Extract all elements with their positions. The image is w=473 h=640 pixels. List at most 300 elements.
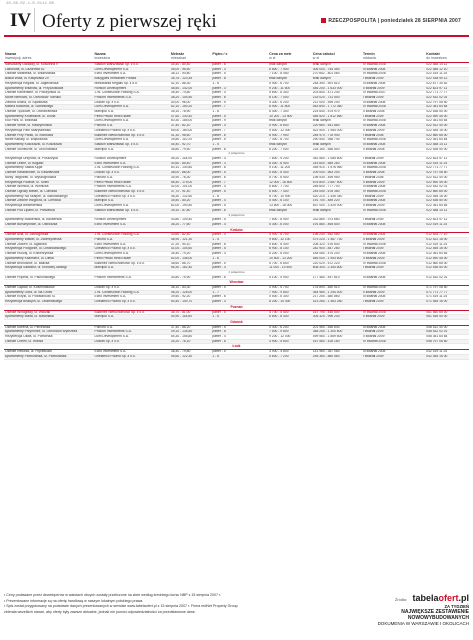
table-cell: Ronson Development [94, 218, 170, 223]
table-cell: 217 250 - 580 860 [312, 295, 362, 300]
logo-part-c: .pl [458, 593, 469, 603]
table-cell: Osiedle Winnica, ul. Winnicka [4, 185, 94, 190]
table-cell: Dolcan Sp. z o.o. [94, 339, 170, 344]
city-heading: Gdańsk [4, 319, 469, 325]
footnote: • Ceny podawane przez deweloperów w walutach obcych zostały przeliczone na złote według średniego kursu NBP z 15 sierpnia 2007 r. [4, 593, 221, 597]
table-cell: 837 000 - 3 429 000 [312, 204, 362, 209]
table-cell: 55,30 - 162,40 [170, 266, 211, 271]
table-cell: I kwartał 2009 [362, 157, 425, 162]
table-cell: 52,00 - 148,00 [170, 256, 211, 261]
table-cell: Echo Investment S.A. [94, 161, 170, 166]
table-cell: 022 419 11 24 [425, 161, 469, 166]
column-header-sub: do inwestora [426, 56, 447, 60]
source-brand [339, 593, 469, 626]
table-cell: 49,10 - 135,50 [170, 330, 211, 335]
table-cell: Osiedle Gądów, ul. Kosmonautów [4, 286, 94, 291]
table-cell: 9 100 - 11 200 [268, 166, 312, 171]
table-cell: 022 797 08 50 [425, 100, 469, 105]
table-cell: 022 351 64 64 [425, 119, 469, 124]
table-cell: 6 100 - 7 000 [268, 95, 312, 100]
table-cell: brak danych [268, 142, 312, 147]
table-cell: parter - 4 [211, 91, 268, 96]
table-cell: Bliska Wola, ul. Kasprzaka 29 [4, 77, 94, 82]
table-cell: 022 823 97 11 [425, 86, 469, 91]
table-cell: I kwartał 2009 [362, 114, 425, 119]
table-cell: 012 634 77 10 [425, 233, 469, 238]
table-cell: Budimex Nieruchomości Sp. z o.o. [94, 189, 170, 194]
table-cell: 52,10 - 150,20 [170, 105, 211, 110]
table-cell: II kwartał 2008 [362, 171, 425, 176]
table-cell: Rezydencja Salwator, ul. Królowej Jadwigi [4, 266, 94, 271]
table-cell: Osiedle Słoneczne, ul. Grochowska [4, 147, 94, 152]
table-cell: parter - 4 [211, 300, 268, 305]
table-cell: 022 512 40 00 [425, 175, 469, 180]
table-cell: Osiedle Avia, ul. Jasnogórska [4, 233, 94, 238]
table-cell: 485 520 - 1 812 560 [312, 114, 362, 119]
table-cell: I kwartał 2009 [362, 354, 425, 359]
table-cell: 1 - 6 [211, 81, 268, 86]
footnotes [4, 593, 334, 615]
table-cell: Osiedle Ruczaj, ul. Kobierzyńska [4, 252, 94, 257]
table-cell: III kwartał 2008 [362, 185, 425, 190]
table-cell: parter - 4 [211, 185, 268, 190]
table-cell: 5 200 - 6 000 [268, 252, 312, 257]
table-cell: parter - 5 [211, 325, 268, 330]
table-cell: 368 250 - 1 300 800 [312, 330, 362, 335]
table-cell: 5 700 - 6 500 [268, 175, 312, 180]
table-header-row [4, 51, 469, 63]
table-cell: Osiedle Winogrady, ul. Wilczak [4, 310, 94, 315]
table-cell: 9 200 - 11 500 [268, 86, 312, 91]
table-cell: 022 536 50 00 [425, 199, 469, 204]
table-cell: brak danych [268, 77, 312, 82]
footnote: • Prezentowane informacje są na ofertę handlową w naszym lokalnym polskiego prawa. [4, 598, 144, 603]
table-cell: I kwartał 2009 [362, 95, 425, 100]
table-cell: II kwartał 2009 [362, 315, 425, 320]
table-cell: 022 455 16 00 [425, 128, 469, 133]
column-header-title: Kontakt [426, 52, 440, 56]
table-cell: Apartamenty Kazimierz, ul. Dietla [4, 256, 94, 261]
section-box [4, 8, 35, 32]
table-cell: Osiedle Morena, ul. Piecewska [4, 325, 94, 330]
column-header [312, 51, 362, 63]
source-label: Źródło: [394, 597, 408, 602]
table-cell: 167 580 - 426 160 [312, 339, 362, 344]
table-cell: 5 500 - 6 300 [268, 295, 312, 300]
city-heading: Kraków [4, 227, 469, 233]
table-cell: brak danych [312, 208, 362, 213]
table-cell: 35,70 - 81,00 [170, 310, 211, 315]
table-cell: Mieszkania Regalis Sp. z o.o. [94, 81, 170, 86]
table-cell: 022 532 02 01 [425, 95, 469, 100]
table-cell: 35,40 - 79,20 [170, 252, 211, 257]
table-cell: 7 100 - 8 450 [268, 72, 312, 77]
table-cell: parter - 5 [211, 247, 268, 252]
table-cell: 220 020 - 572 220 [312, 261, 362, 266]
table-cell: 60,30 - 185,00 [170, 119, 211, 124]
table-cell: 5 300 - 6 000 [268, 222, 312, 227]
table-cell: 55,00 - 160,00 [170, 128, 211, 133]
table-cell: I kwartał 2009 [362, 194, 425, 199]
table-cell: III kwartał 2008 [362, 161, 425, 166]
table-cell: 1 - 7 [211, 290, 268, 295]
table-cell: Dom Development S.A. [94, 204, 170, 209]
table-cell: III kwartał 2008 [362, 142, 425, 147]
table-cell: 1 - 6 [211, 315, 268, 320]
table-cell: 4 900 - 5 600 [268, 339, 312, 344]
table-cell: parter - 4 [211, 252, 268, 257]
table-cell: 071 771 77 77 [425, 290, 469, 295]
table-cell: Apartamenty Odra, ul. Na Grobli [4, 290, 94, 295]
table-cell: parter - 9 [211, 119, 268, 124]
table-cell: 022 512 40 00 [425, 124, 469, 129]
table-cell: 5 100 - 5 900 [268, 275, 312, 280]
table-cell: I kwartał 2008 [362, 133, 425, 138]
table-cell: Dom Development S.A. [94, 138, 170, 143]
table-cell: IV kwartał 2007 [362, 91, 425, 96]
table-cell: 012 455 16 00 [425, 247, 469, 252]
table-cell: Osiedle Ogrody Bielan, ul. Conrada [4, 189, 94, 194]
table-cell: parter - 5 [211, 138, 268, 143]
table-cell: 012 532 02 01 [425, 275, 469, 280]
table-cell: parter - 5 [211, 72, 268, 77]
table-cell: 413 280 - 1 463 280 [312, 300, 362, 305]
table-cell: III kwartał 2008 [362, 124, 425, 129]
table-cell: parter - 6 [211, 133, 268, 138]
column-header-title: Nazwa [94, 52, 106, 56]
table-cell: Rezydencja Ursynów, ul. Puszczyka [4, 157, 94, 162]
table-cell: 022 351 64 64 [425, 105, 469, 110]
table-cell: 290 540 - 958 740 [312, 138, 362, 143]
column-header [268, 51, 312, 63]
table-cell: III kwartał 2008 [362, 350, 425, 355]
table-body [4, 63, 469, 360]
table-cell: 38,20 - 104,50 [170, 95, 211, 100]
column-header-sub: w zł [312, 56, 319, 60]
table-cell: II kwartał 2009 [362, 204, 425, 209]
table-cell: Echo Investment S.A. [94, 242, 170, 247]
table-cell: 37,20 - 90,10 [170, 242, 211, 247]
table-cell: parter - 4 [211, 266, 268, 271]
table-cell: 1 - 5 [211, 142, 268, 147]
table-cell: parter - 4 [211, 199, 268, 204]
table-cell: Dom Development S.A. [94, 67, 170, 72]
table-cell: Ronson Development [94, 157, 170, 162]
table-cell: 022 488 14 11 [425, 142, 469, 147]
table-cell: parter - 5 [211, 310, 268, 315]
teaser-label: ZA TYDZIEŃ [444, 604, 469, 609]
table-cell: 35,75 - 120,45 [170, 77, 211, 82]
table-cell: 022 677 34 52 [425, 81, 469, 86]
column-header-sub: inwestycji, adres [5, 56, 32, 60]
table-cell: Ghelamco Poland Sp. z o.o. [94, 354, 170, 359]
table-cell: 248 390 - 591 610 [312, 81, 362, 86]
group-separator: 3 połączone [4, 213, 469, 218]
table-cell: 201 960 - 546 840 [312, 325, 362, 330]
table-cell: parter - 6 [211, 242, 268, 247]
table-cell: Marvipol S.A. [94, 147, 170, 152]
column-header-title: Metraże [170, 52, 185, 56]
table-cell: 306 000 - 754 450 [312, 67, 362, 72]
table-cell: 5 600 - 6 300 [268, 91, 312, 96]
logo-part-a: tabela [412, 593, 439, 603]
table-cell: 5 700 - 6 600 [268, 261, 312, 266]
table-cell: 332 880 - 973 660 [312, 218, 362, 223]
table-cell: 38,60 - 86,70 [170, 261, 211, 266]
table-cell: 058 532 02 01 [425, 330, 469, 335]
table-cell: 50,10 - 140,80 [170, 166, 211, 171]
table-cell: parter - 4 [211, 124, 268, 129]
table-cell: 352 560 - 1 085 600 [312, 157, 362, 162]
table-cell: parter - 6 [211, 275, 268, 280]
column-header [94, 51, 170, 63]
table-cell: IV kwartał 2008 [362, 286, 425, 291]
table-cell: 6 800 - 8 400 [268, 315, 312, 320]
table-cell: 36,10 - 84,30 [170, 286, 211, 291]
brand-mark-icon [321, 18, 326, 23]
table-cell: 7 900 - 9 800 [268, 290, 312, 295]
table-cell: 198 240 - 552 080 [312, 233, 362, 238]
table-cell: brak danych [268, 63, 312, 68]
table-cell: III kwartał 2008 [362, 275, 425, 280]
column-header [362, 51, 425, 63]
table-cell: 9 200 - 12 000 [268, 335, 312, 340]
table-cell: Budimex Nieruchomości Sp. z o.o. [94, 261, 170, 266]
table-cell: Osiedle Zielone Wzgórza, ul. Cierlicka [4, 199, 94, 204]
table-cell: 285 600 - 777 700 [312, 185, 362, 190]
table-cell: 6 800 - 7 700 [268, 185, 312, 190]
table-cell: 36,40 - 74,80 [170, 91, 211, 96]
table-cell: 012 536 50 00 [425, 266, 469, 271]
table-cell: Apartamenty Wilanów, ul. Przyczółkowa [4, 86, 94, 91]
table-cell: 5 600 - 7 200 [268, 354, 312, 359]
table-cell: Apartamenty Saska Kępa [4, 166, 94, 171]
table-cell: J.W. Construction Holding S.A. [94, 166, 170, 171]
table-cell: 022 771 77 77 [425, 91, 469, 96]
table-cell: III kwartał 2008 [362, 67, 425, 72]
table-cell: Marvipol S.A. [94, 199, 170, 204]
table-cell: 37,40 - 82,10 [170, 124, 211, 129]
table-cell: 7 300 - 8 700 [268, 138, 312, 143]
table-cell: 5 900 - 6 700 [268, 81, 312, 86]
footnote: zbierała wszelkich starań, aby oferty były zawsze aktualne, jednak nie ponosi odpowiedzialności za przedstawione dane. [4, 609, 196, 614]
table-cell: 071 455 16 00 [425, 300, 469, 305]
teaser-headline: NAJWIĘKSZE ZESTAWIENIE NOWOWYBUDOWANYCH [401, 609, 469, 621]
table-cell: 042 455 16 00 [425, 354, 469, 359]
table-cell: 058 797 08 50 [425, 339, 469, 344]
table-cell: Polnord S.A. [94, 124, 170, 129]
table-row [4, 354, 469, 359]
table-cell: 071 797 08 50 [425, 286, 469, 291]
table-cell: 37,40 - 88,20 [170, 325, 211, 330]
table-cell: I kwartał 2009 [362, 247, 425, 252]
table-cell: brak danych [312, 142, 362, 147]
column-header-sub: w zł [269, 56, 276, 60]
table-cell: IV kwartał 2008 [362, 208, 425, 213]
table-cell: parter - 6 [211, 166, 268, 171]
table-cell: 1 - 6 [211, 194, 268, 199]
table-cell: Echo Investment S.A. [94, 72, 170, 77]
table-cell: 39,50 - 92,20 [170, 295, 211, 300]
table-cell: 39,10 - 87,80 [170, 208, 211, 213]
table-cell: 012 560 65 00 [425, 261, 469, 266]
table-cell: Osiedle Prądnik, ul. Pachońskiego [4, 275, 94, 280]
table-cell: brak danych [312, 77, 362, 82]
table-cell: 282 900 - 847 260 [312, 247, 362, 252]
table-cell: 255 360 - 880 560 [312, 354, 362, 359]
table-cell: Nowe Kabaty, ul. Wąwozowa [4, 138, 94, 143]
table-cell: 546 000 - 1 953 600 [312, 256, 362, 261]
table-cell: 270 652 - 801 060 [312, 72, 362, 77]
table-cell: 203 840 - 471 240 [312, 91, 362, 96]
city-heading: Wrocław [4, 280, 469, 286]
table-cell: Osiedle Chełm, ul. Witosa [4, 339, 94, 344]
table-cell: Prokom Investments S.A. [94, 330, 170, 335]
table-cell: II kwartał 2009 [362, 238, 425, 243]
table-cell: Rezydencja Regalis, ul. Jagiellońska [4, 81, 94, 86]
table-cell: I kwartał 2009 [362, 266, 425, 271]
table-cell: Marvipol S.A. [94, 110, 170, 115]
table-cell: Nowy Targówek, ul. Wyszogrodzka [4, 175, 94, 180]
table-cell: brak danych [312, 63, 362, 68]
table-cell: J.W. Construction Holding S.A. [94, 290, 170, 295]
table-cell: 40,00 - 96,00 [170, 100, 211, 105]
table-cell: J.W. Construction Holding S.A. [94, 91, 170, 96]
table-cell: 44,90 - 118,60 [170, 315, 211, 320]
table-cell: 191 700 - 489 220 [312, 199, 362, 204]
table-cell: 479 220 - 1 467 730 [312, 238, 362, 243]
table-cell: parter - 5 [211, 204, 268, 209]
section-number: IV [10, 10, 32, 31]
table-cell: 50,40 - 140,70 [170, 300, 211, 305]
table-cell: 48,90 - 121,30 [170, 238, 211, 243]
table-cell: 6 800 - 7 900 [268, 67, 312, 72]
table-cell: 5 500 - 6 400 [268, 171, 312, 176]
table-cell: 38,12 - 94,80 [170, 72, 211, 77]
table-cell: parter - 6 [211, 208, 268, 213]
table-cell: 1 - 6 [211, 256, 268, 261]
table-cell: III kwartał 2008 [362, 325, 425, 330]
table-cell: IV kwartał 2008 [362, 119, 425, 124]
table-cell: 6 900 - 8 100 [268, 247, 312, 252]
table-cell: 012 351 64 64 [425, 252, 469, 257]
table-cell: parter - 6 [211, 295, 268, 300]
table-cell: parter - 6 [211, 339, 268, 344]
offers-table-wrap [4, 51, 469, 581]
table-cell: 233 020 - 731 500 [312, 95, 362, 100]
table-cell: 5 900 - 6 700 [268, 233, 312, 238]
table-cell: 1 - 5 [211, 238, 268, 243]
table-cell: 8 700 - 10 900 [268, 194, 312, 199]
table-cell: parter - 3 [211, 86, 268, 91]
table-cell: Echo Investment S.A. [94, 295, 170, 300]
table-cell: 141 960 - 367 080 [312, 350, 362, 355]
table-cell: Polnord S.A. [94, 325, 170, 330]
table-cell: brak danych [268, 208, 312, 213]
source-row [339, 593, 469, 603]
table-cell: 62,00 - 190,50 [170, 204, 211, 209]
table-cell: 42,00 - 101,00 [170, 185, 211, 190]
table-cell: Osiedle Kameralne, ul. Połczyńska 31 [4, 91, 94, 96]
print-slug: 28-08-RZ-1-R-0112-B0 [6, 2, 55, 6]
table-cell: 10 200 - 13 900 [268, 114, 312, 119]
table-cell: 7 500 - 9 600 [268, 330, 312, 335]
table-cell: parter - 4 [211, 67, 268, 72]
table-cell: Osiedle Przy Parku, ul. Kłobucka [4, 133, 94, 138]
table-cell: 522 500 - 1 984 000 [312, 128, 362, 133]
table-cell: Ghelamco Poland Sp. z o.o. [94, 194, 170, 199]
table-cell: 40,60 - 85,40 [170, 161, 211, 166]
table-cell: parter - 6 [211, 63, 268, 68]
column-header [4, 51, 94, 63]
table-cell: 10 500 - 13 200 [268, 256, 312, 261]
table-cell: II kwartał 2009 [362, 256, 425, 261]
table-cell: parter - 4 [211, 335, 268, 340]
column-header-title: Cena za metr [269, 52, 292, 56]
table-cell: 364 980 - 1 254 400 [312, 290, 362, 295]
table-cell: 36,40 - 79,80 [170, 350, 211, 355]
table-cell: 1 - 8 [211, 110, 268, 115]
table-cell: 7 600 - 8 900 [268, 218, 312, 223]
table-cell: 220 660 - 541 860 [312, 124, 362, 129]
table-cell: 022 797 08 50 [425, 171, 469, 176]
table-cell: 191 860 - 465 600 [312, 222, 362, 227]
table-cell: 012 419 11 24 [425, 242, 469, 247]
table-cell: Dolcan Sp. z o.o. [94, 100, 170, 105]
table-cell: Lazurowa, ul. Lazurowa 52 [4, 67, 94, 72]
table-cell: 56,40 - 175,00 [170, 180, 211, 185]
column-header-title: Cena całości [312, 52, 335, 56]
table-cell: parter - 5 [211, 286, 268, 291]
table-cell: 177 480 - 447 810 [312, 275, 362, 280]
table-cell: 208 320 - 576 640 [312, 242, 362, 247]
table-cell: IV kwartał 2008 [362, 310, 425, 315]
table-cell: 022 438 90 12 [425, 77, 469, 82]
table-cell: 4 900 - 5 700 [268, 286, 312, 291]
table-cell: Apartamenty Królewskie, ul. Dolna [4, 114, 94, 119]
group-separator: 2 połączone [4, 152, 469, 157]
table-cell: parter - 5 [211, 218, 268, 223]
table-cell: 9 500 - 12 400 [268, 128, 312, 133]
table-cell: I kwartał 2009 [362, 330, 425, 335]
table-cell: IV kwartał 2008 [362, 72, 425, 77]
table-cell: 39,80 - 110,20 [170, 138, 211, 143]
table-cell: 7 800 - 9 200 [268, 157, 312, 162]
table-cell: I kwartał 2009 [362, 77, 425, 82]
table-cell: II kwartał 2009 [362, 290, 425, 295]
table-cell: 46,20 - 128,00 [170, 290, 211, 295]
table-cell: IV kwartał 2008 [362, 339, 425, 344]
table-cell: 184 080 - 475 200 [312, 252, 362, 257]
table-cell: Osiedle Kasztanowe, ul. Kasztanowa [4, 171, 94, 176]
table-cell: 499 560 - 1 869 600 [312, 335, 362, 340]
table-cell: 35,50 - 80,20 [170, 199, 211, 204]
table-cell: 305 320 - 996 240 [312, 315, 362, 320]
table-cell: III kwartał 2008 [362, 295, 425, 300]
table-cell: 022 560 65 00 [425, 189, 469, 194]
table-cell: Stadion Warszawski Sp. z o.o. [94, 63, 170, 68]
table-cell: 455 910 - 1 576 960 [312, 166, 362, 171]
column-header-title: Termin [362, 52, 375, 56]
table-cell: 54,30 - 155,80 [170, 335, 211, 340]
table-cell: Apartamenty Przymorze, ul. Obrońców Wybrzeża [4, 330, 94, 335]
table-cell: 022 419 11 24 [425, 222, 469, 227]
table-cell: 5 300 - 6 200 [268, 100, 312, 105]
teaser-subline: DOKUMENIA W WARSZAWIE I OKOLICACH [377, 621, 469, 626]
table-cell: 35,10 - 78,90 [170, 110, 211, 115]
table-cell: Apartamenty Piotrkowska, ul. Piotrkowska [4, 354, 94, 359]
table-cell: IV kwartał 2008 [362, 63, 425, 68]
